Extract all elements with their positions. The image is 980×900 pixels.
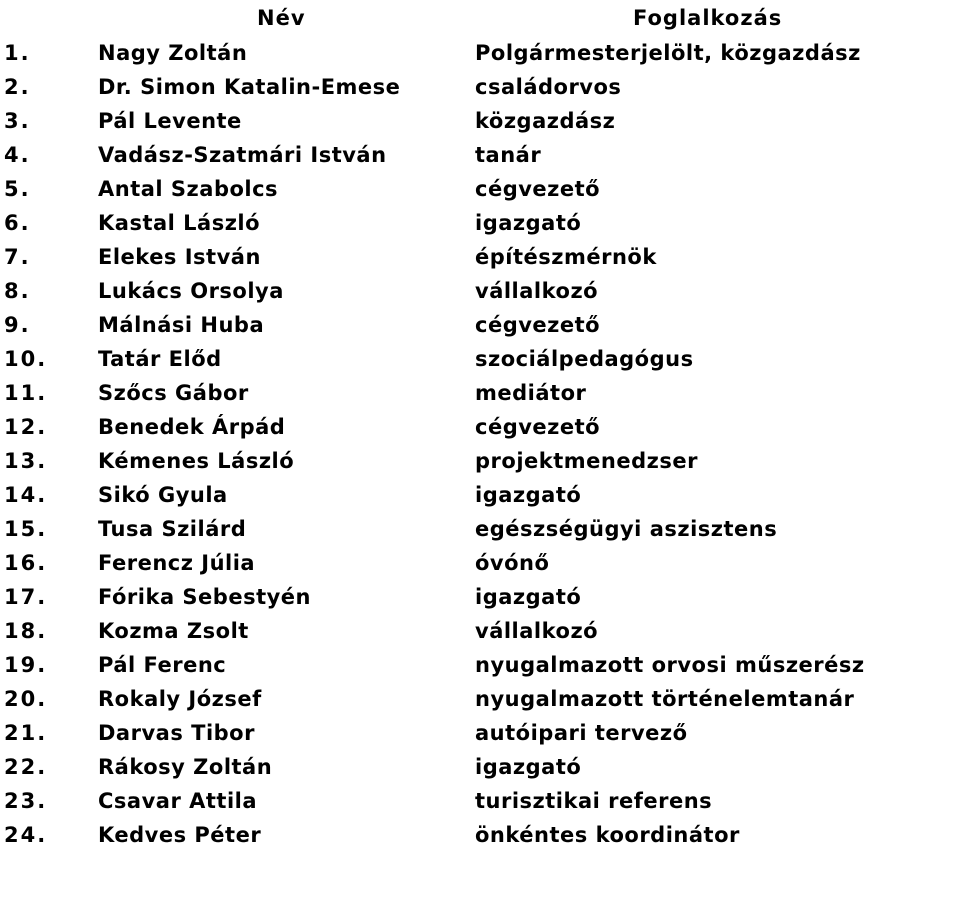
table-row — [0, 650, 980, 684]
row-number: 5. — [4, 177, 31, 201]
row-number: 19. — [4, 653, 48, 677]
candidate-occupation: Polgármesterjelölt, közgazdász — [475, 41, 861, 65]
row-number: 24. — [4, 823, 48, 847]
table-row — [0, 378, 980, 412]
row-number: 4. — [4, 143, 31, 167]
candidate-name: Fórika Sebestyén — [98, 585, 311, 609]
table-row — [0, 242, 980, 276]
row-number: 17. — [4, 585, 48, 609]
candidate-name: Vadász-Szatmári István — [98, 143, 387, 167]
table-row — [0, 208, 980, 242]
row-number: 1. — [4, 41, 31, 65]
occupation-column-header: Foglalkozás — [633, 6, 783, 30]
table-row — [0, 174, 980, 208]
candidate-occupation: mediátor — [475, 381, 587, 405]
candidate-occupation: projektmenedzser — [475, 449, 698, 473]
table-row — [0, 446, 980, 480]
candidate-name: Elekes István — [98, 245, 261, 269]
row-number: 3. — [4, 109, 31, 133]
row-number: 7. — [4, 245, 31, 269]
table-row — [0, 276, 980, 310]
candidate-name: Benedek Árpád — [98, 415, 286, 439]
candidate-name: Sikó Gyula — [98, 483, 228, 507]
row-number: 23. — [4, 789, 48, 813]
row-number: 22. — [4, 755, 48, 779]
candidate-occupation: igazgató — [475, 211, 582, 235]
table-row — [0, 140, 980, 174]
row-number: 15. — [4, 517, 48, 541]
row-number: 10. — [4, 347, 48, 371]
candidate-occupation: autóipari tervező — [475, 721, 688, 745]
candidate-name: Kastal László — [98, 211, 261, 235]
candidate-name: Darvas Tibor — [98, 721, 255, 745]
table-row — [0, 582, 980, 616]
table-row — [0, 820, 980, 854]
table-header — [0, 6, 980, 34]
candidate-name: Nagy Zoltán — [98, 41, 248, 65]
candidate-occupation: igazgató — [475, 585, 582, 609]
candidate-name: Pál Levente — [98, 109, 242, 133]
candidate-occupation: nyugalmazott orvosi műszerész — [475, 653, 865, 677]
candidate-occupation: egészségügyi aszisztens — [475, 517, 778, 541]
table-row — [0, 38, 980, 72]
candidate-name: Tusa Szilárd — [98, 517, 247, 541]
row-number: 13. — [4, 449, 48, 473]
row-number: 16. — [4, 551, 48, 575]
candidate-name: Szőcs Gábor — [98, 381, 249, 405]
table-row — [0, 480, 980, 514]
candidate-occupation: turisztikai referens — [475, 789, 713, 813]
table-row — [0, 344, 980, 378]
candidate-name: Pál Ferenc — [98, 653, 227, 677]
table-row — [0, 718, 980, 752]
row-number: 2. — [4, 75, 31, 99]
candidate-occupation: önkéntes koordinátor — [475, 823, 740, 847]
candidate-occupation: cégvezető — [475, 313, 601, 337]
table-row — [0, 786, 980, 820]
candidate-name: Rokaly József — [98, 687, 262, 711]
row-number: 18. — [4, 619, 48, 643]
row-number: 21. — [4, 721, 48, 745]
candidate-occupation: szociálpedagógus — [475, 347, 694, 371]
table-row — [0, 72, 980, 106]
row-number: 6. — [4, 211, 31, 235]
table-row — [0, 412, 980, 446]
candidate-name: Lukács Orsolya — [98, 279, 284, 303]
row-number: 9. — [4, 313, 31, 337]
table-row — [0, 752, 980, 786]
candidate-name: Rákosy Zoltán — [98, 755, 273, 779]
row-number: 12. — [4, 415, 48, 439]
candidate-occupation: cégvezető — [475, 415, 601, 439]
candidate-occupation: nyugalmazott történelemtanár — [475, 687, 855, 711]
row-number: 20. — [4, 687, 48, 711]
candidate-occupation: építészmérnök — [475, 245, 657, 269]
candidate-occupation: családorvos — [475, 75, 622, 99]
candidate-name: Kozma Zsolt — [98, 619, 249, 643]
table-row — [0, 310, 980, 344]
candidate-occupation: cégvezető — [475, 177, 601, 201]
candidate-name: Dr. Simon Katalin-Emese — [98, 75, 401, 99]
candidate-name: Kémenes László — [98, 449, 295, 473]
table-row — [0, 514, 980, 548]
candidate-occupation: tanár — [475, 143, 542, 167]
candidate-name: Csavar Attila — [98, 789, 258, 813]
candidate-occupation: igazgató — [475, 755, 582, 779]
name-column-header: Név — [257, 6, 306, 30]
candidate-name: Ferencz Júlia — [98, 551, 256, 575]
candidate-occupation: közgazdász — [475, 109, 616, 133]
table-row — [0, 106, 980, 140]
table-row — [0, 548, 980, 582]
candidate-occupation: igazgató — [475, 483, 582, 507]
candidate-occupation: óvónő — [475, 551, 550, 575]
table-row — [0, 684, 980, 718]
row-number: 11. — [4, 381, 48, 405]
candidate-name: Tatár Előd — [98, 347, 222, 371]
candidate-rows — [0, 38, 980, 854]
row-number: 14. — [4, 483, 48, 507]
table-row — [0, 616, 980, 650]
candidate-occupation: vállalkozó — [475, 279, 599, 303]
candidate-occupation: vállalkozó — [475, 619, 599, 643]
row-number: 8. — [4, 279, 31, 303]
candidate-name: Kedves Péter — [98, 823, 262, 847]
candidate-name: Antal Szabolcs — [98, 177, 279, 201]
candidate-name: Málnási Huba — [98, 313, 265, 337]
